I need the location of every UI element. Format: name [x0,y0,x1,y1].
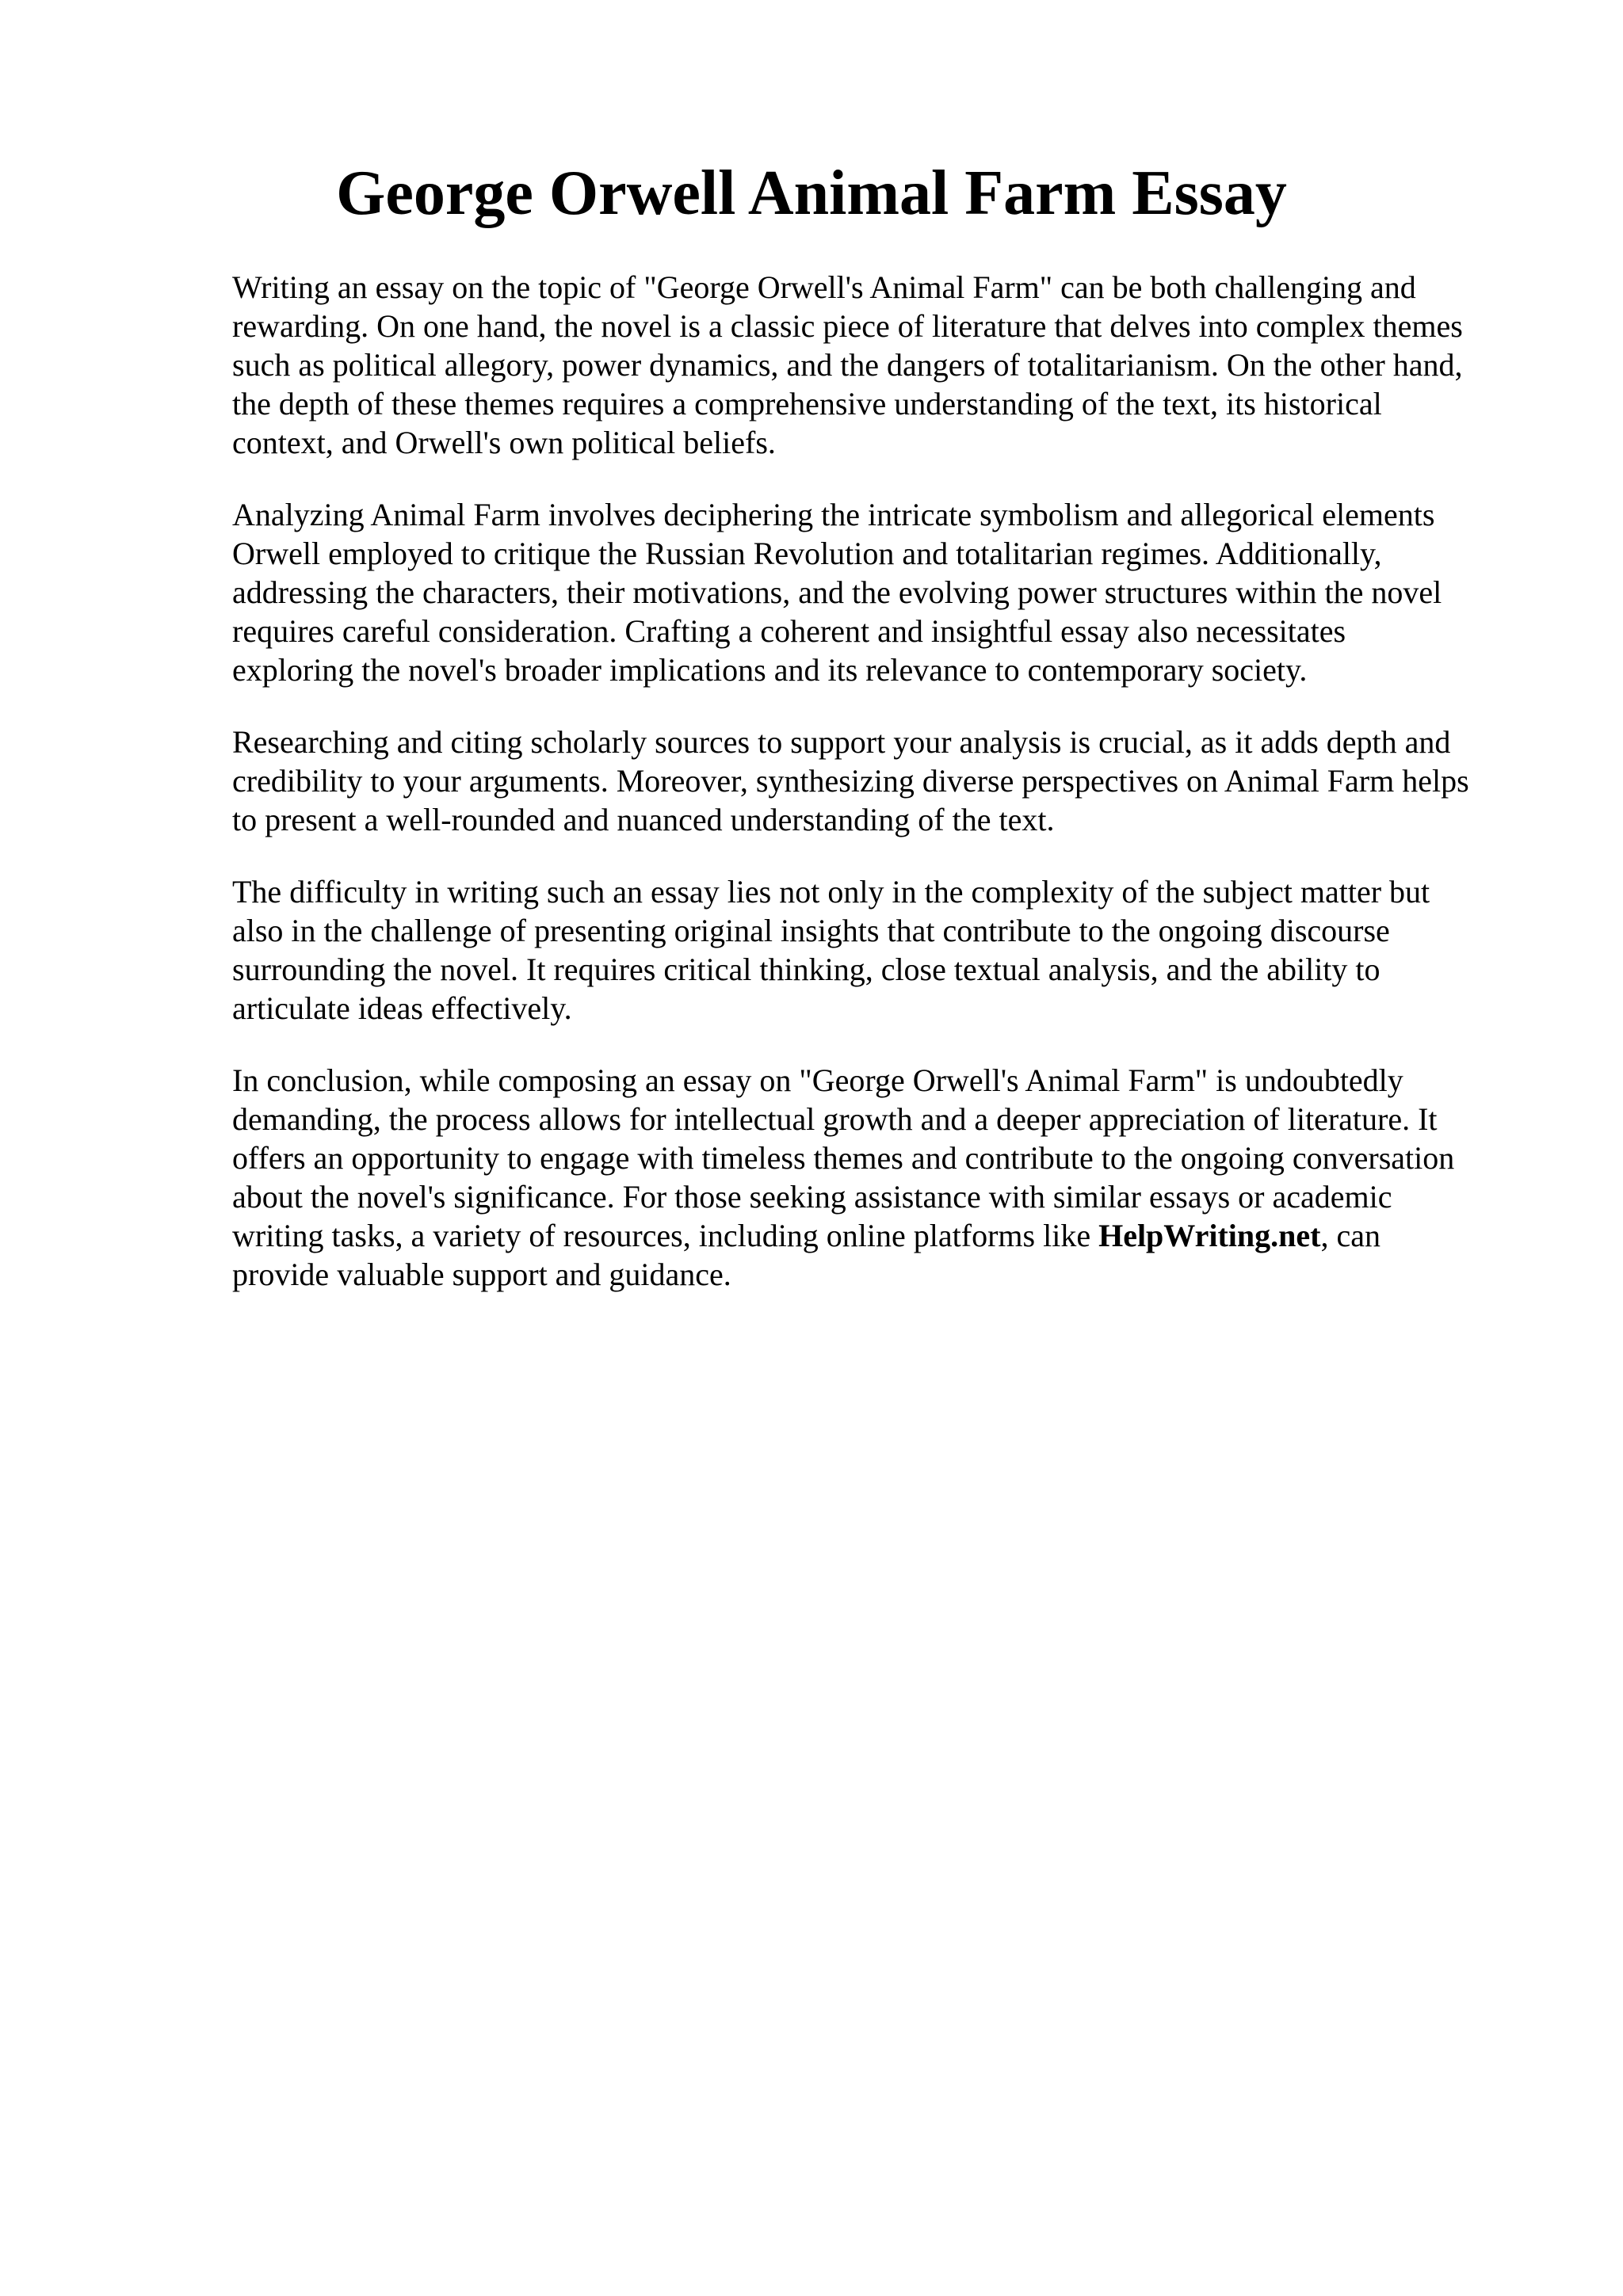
brand-line-before: writing tasks, a variety of resources, including online platforms like [232,1218,1099,1253]
paragraph-line: exploring the novel's broader implications and its relevance to contemporary society. [232,652,1308,688]
paragraph-line: addressing the characters, their motivations, and the evolving power structures within the novel [232,574,1442,610]
paragraph-line-with-brand [232,1216,1532,1255]
paragraph-line: provide valuable support and guidance. [232,1257,731,1292]
paragraph-line: about the novel's significance. For those seeking assistance with similar essays or academic [232,1179,1392,1215]
paragraph-line: surrounding the novel. It requires critical thinking, close textual analysis, and the ability to [232,952,1381,987]
paragraph-line: Analyzing Animal Farm involves deciphering the intricate symbolism and allegorical elements [232,497,1435,532]
brand-line-after: , can [1320,1218,1381,1253]
paragraph-line: In conclusion, while composing an essay on "George Orwell's Animal Farm" is undoubtedly [232,1062,1403,1098]
paragraph-line: context, and Orwell's own political beliefs. [232,425,776,460]
paragraph-line: Researching and citing scholarly sources to support your analysis is crucial, as it adds depth and [232,724,1451,760]
paragraph-1 [232,268,1532,462]
paragraph-line: Orwell employed to critique the Russian Revolution and totalitarian regimes. Additionally, [232,536,1382,571]
document-title: George Orwell Animal Farm Essay [336,158,1287,228]
paragraph-line: credibility to your arguments. Moreover, synthesizing diverse perspectives on Animal Farm helps [232,763,1469,799]
paragraph-line: Writing an essay on the topic of "George Orwell's Animal Farm" can be both challenging and [232,269,1416,305]
paragraph-line: such as political allegory, power dynamics, and the dangers of totalitarianism. On the other hand, [232,347,1463,383]
paragraph-5 [232,1061,1532,1294]
helpwriting-brand-text: HelpWriting.net [1098,1218,1321,1253]
paragraph-line: rewarding. On one hand, the novel is a classic piece of literature that delves into complex themes [232,308,1463,344]
paragraph-line: requires careful consideration. Crafting a coherent and insightful essay also necessitates [232,613,1346,649]
paragraph-3 [232,723,1532,839]
paragraph-line: the depth of these themes requires a comprehensive understanding of the text, its historical [232,386,1382,421]
paragraph-line: also in the challenge of presenting original insights that contribute to the ongoing discourse [232,913,1390,948]
paragraph-line: The difficulty in writing such an essay lies not only in the complexity of the subject matter but [232,874,1430,910]
paragraph-line: offers an opportunity to engage with timeless themes and contribute to the ongoing conversation [232,1140,1455,1176]
paragraph-line: to present a well-rounded and nuanced understanding of the text. [232,802,1055,837]
paragraph-2 [232,495,1532,689]
paragraph-4 [232,872,1532,1028]
document-body [232,268,1532,1327]
paragraph-line: articulate ideas effectively. [232,990,572,1026]
paragraph-line: demanding, the process allows for intellectual growth and a deeper appreciation of literature. It [232,1101,1438,1137]
